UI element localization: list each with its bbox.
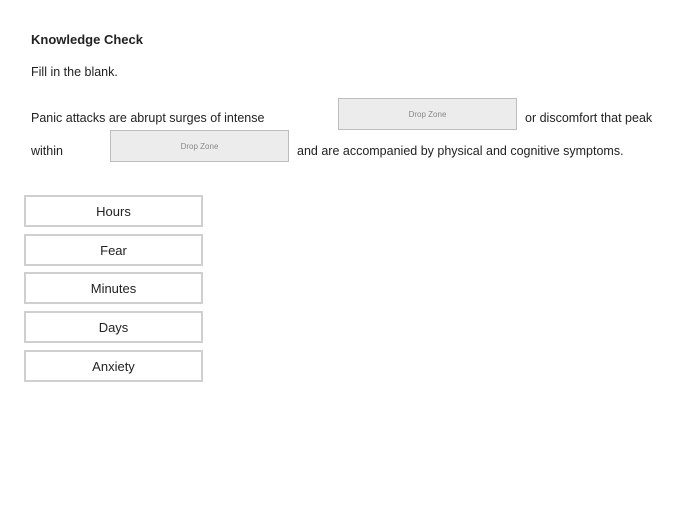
sentence-segment: and are accompanied by physical and cognitive symptoms.: [297, 144, 624, 158]
choice-fear[interactable]: Fear: [24, 234, 203, 266]
drop-zone-2[interactable]: Drop Zone: [110, 130, 289, 162]
instruction-text: Fill in the blank.: [31, 65, 118, 79]
choice-anxiety[interactable]: Anxiety: [24, 350, 203, 382]
choice-hours[interactable]: Hours: [24, 195, 203, 227]
drop-zone-1[interactable]: Drop Zone: [338, 98, 517, 130]
choice-days[interactable]: Days: [24, 311, 203, 343]
page-title: Knowledge Check: [31, 32, 143, 47]
sentence-segment: within: [31, 144, 63, 158]
choice-minutes[interactable]: Minutes: [24, 272, 203, 304]
sentence-segment: or discomfort that peak: [525, 111, 653, 125]
sentence-segment: Panic attacks are abrupt surges of intense: [31, 111, 265, 125]
